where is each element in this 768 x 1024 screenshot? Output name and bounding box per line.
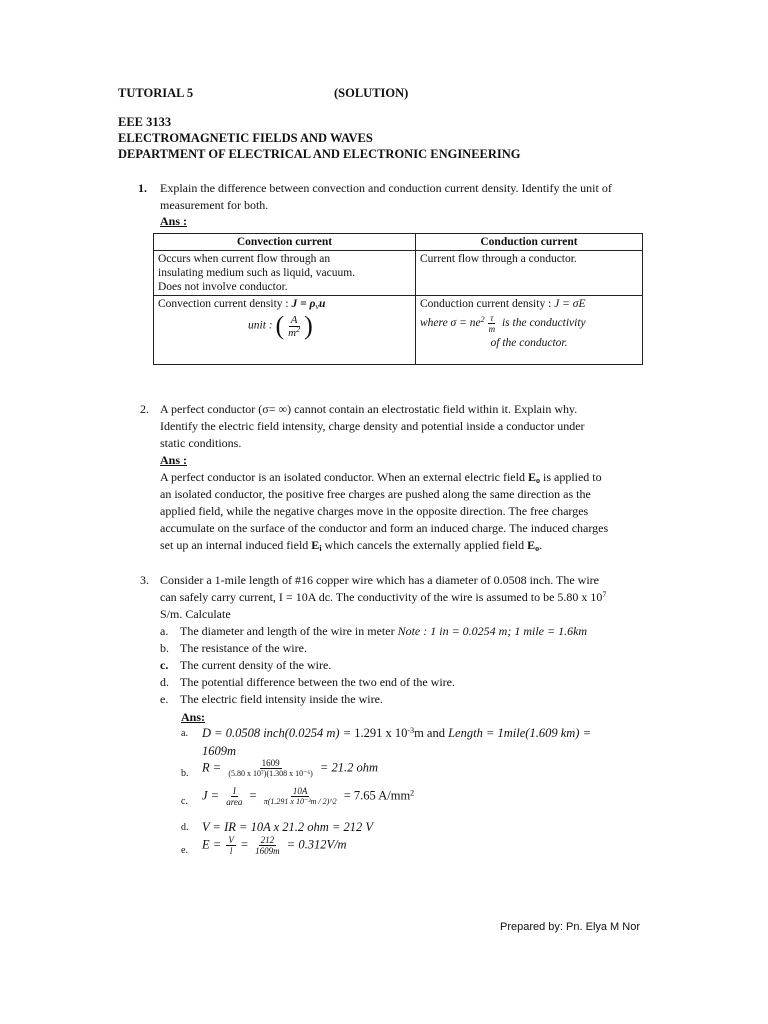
q1-number: 1. [138, 181, 147, 195]
answer-text: 1.291 x 10 [354, 726, 408, 740]
cell-text: insulating medium such as liquid, vacuum. [158, 267, 356, 279]
text: which cancels the externally applied field [324, 538, 525, 552]
tutorial-title: TUTORIAL 5 [118, 86, 194, 100]
answer-text: = [240, 837, 249, 852]
item-text: The resistance of the wire. [180, 641, 307, 655]
col-header-conduction: Conduction current [416, 234, 643, 251]
q1-answer-table [153, 233, 643, 365]
field-symbol: E [311, 538, 320, 552]
cell-convection-density [154, 296, 416, 365]
q2-line2: Identify the electric field intensity, charge density and potential inside a conductor under [160, 419, 585, 433]
table-row [154, 251, 643, 296]
numerator: 10A [292, 786, 308, 796]
course-code: EEE 3133 [118, 115, 172, 129]
tau-over-m [487, 313, 498, 334]
q2-ans-line5 [160, 537, 660, 554]
answer-d-label: d. [181, 822, 189, 833]
item-text: The current density of the wire. [180, 658, 332, 672]
conductivity-rest: is the conductivity [501, 317, 586, 330]
answer-e-label: e. [181, 845, 188, 856]
cell-conduction-desc: Current flow through a conductor. [416, 251, 643, 296]
answer-text: = 0.312V/m [286, 837, 347, 852]
paren-close: ) [304, 311, 313, 340]
convection-density-line [158, 297, 411, 311]
cell-convection-desc [154, 251, 416, 296]
answer-b [202, 758, 378, 779]
answer-text: R = [202, 760, 222, 775]
paren-open: ( [275, 311, 285, 340]
fraction [226, 758, 314, 779]
course-name: ELECTROMAGNETIC FIELDS AND WAVES [118, 131, 373, 145]
field-subscript: o [535, 544, 540, 553]
fraction [224, 786, 244, 807]
q1-line2: measurement for both. [160, 198, 269, 212]
field-symbol: E [527, 538, 536, 552]
item-text: The diameter and length of the wire in meter [180, 624, 395, 638]
unit-numerator: A [290, 313, 298, 326]
col-header-convection: Convection current [154, 234, 416, 251]
conductivity-where: where σ = ne [420, 317, 481, 330]
item-label: b. [160, 641, 169, 655]
denominator: l [229, 846, 233, 856]
list-item [160, 640, 680, 657]
answer-e [202, 835, 347, 856]
q3-items [160, 623, 680, 708]
q2-ans-line1 [160, 469, 660, 486]
list-item [160, 657, 680, 674]
fraction [253, 835, 282, 856]
list-item [160, 623, 680, 640]
list-item [160, 691, 680, 708]
prepared-by: Prepared by: Pn. Elya M Nor [500, 921, 641, 933]
numerator: 212 [260, 835, 275, 845]
q2-ans-line2: an isolated conductor, the positive free charges are pushed along the same direction as the [160, 487, 591, 501]
unit-den-exp: 2 [296, 324, 301, 334]
q3-line1: Consider a 1-mile length of #16 copper wire which has a diameter of 0.0508 inch. The wire [160, 573, 599, 587]
answer-a-line2: 1609m [202, 744, 237, 758]
denominator: 1609m [255, 846, 280, 856]
numerator: 1609 [261, 758, 280, 768]
q3-block [160, 572, 670, 623]
conductivity-line [420, 313, 638, 334]
q2-line1: A perfect conductor (σ= ∞) cannot contain an electrostatic field within it. Explain why. [160, 402, 578, 416]
field-subscript: o [535, 476, 540, 485]
answer-text: = 7.65 A/mm [343, 788, 411, 803]
cell-text: Does not involve conductor. [158, 281, 288, 293]
item-text: The potential difference between the two end of the wire. [180, 675, 455, 689]
item-text: The electric field intensity inside the wire. [180, 692, 383, 706]
unit-label: unit : [248, 319, 273, 332]
cell-text: Occurs when current flow through an [158, 253, 331, 265]
answer-text: = [249, 788, 257, 803]
fraction [262, 786, 339, 807]
exponent: -3 [407, 726, 415, 735]
cell-conduction-density [416, 296, 643, 365]
department-name: DEPARTMENT OF ELECTRICAL AND ELECTRONIC ENGINEERING [118, 147, 521, 161]
conductivity-last: of the conductor. [490, 337, 568, 349]
field-subscript: i [319, 544, 322, 553]
list-item [160, 674, 680, 691]
denominator: π(1.291 x 10⁻³m / 2)^2 [263, 797, 337, 806]
text: A perfect conductor is an isolated conductor. When an external electric field [160, 470, 525, 484]
q3-line3: S/m. Calculate [160, 607, 231, 621]
q2-ans-line4: accumulate on the surface of the conductor and form an induced charge. The induced charges [160, 521, 609, 535]
mass: m [488, 324, 496, 334]
conduction-density-line [420, 297, 638, 311]
convection-formula: J = ρ [291, 298, 316, 310]
q2-line3: static conditions. [160, 436, 242, 450]
item-note: Note : 1 in = 0.0254 m; 1 mile = 1.6km [397, 624, 588, 638]
table-header-row [154, 234, 643, 251]
unit-line [158, 313, 411, 339]
q1-ans-label: Ans : [160, 214, 188, 228]
numerator: V [228, 835, 234, 845]
unit-den-base: m [288, 326, 297, 339]
q2-ans-line3: applied field, while the negative charges move in the opposite direction. The free charges [160, 504, 589, 518]
text: set up an internal induced field [160, 538, 309, 552]
answer-c [202, 786, 414, 807]
unit-fraction [286, 314, 302, 339]
exponent: 2 [410, 788, 415, 798]
q1-question [160, 180, 660, 229]
formula-u: u [319, 298, 326, 310]
q3-ans-label: Ans: [181, 710, 206, 724]
answer-text: Length = 1mile(1.609 km) = [448, 726, 591, 740]
answer-c-label: c. [181, 796, 188, 807]
item-label: a. [160, 624, 169, 638]
q2-block [160, 401, 660, 554]
answer-a-label: a. [181, 728, 188, 739]
numerator: I [232, 786, 236, 796]
table-row [154, 296, 643, 365]
q2-ans-label: Ans : [160, 453, 188, 467]
answer-a [202, 726, 591, 741]
formula-subscript: v [315, 302, 320, 311]
answer-text: E = [202, 837, 222, 852]
answer-text: J = [202, 788, 220, 803]
denominator: area [226, 797, 243, 807]
answer-text: D = 0.0508 inch(0.0254 m) = [202, 726, 355, 740]
exponent: 7 [602, 590, 607, 599]
item-label: e. [160, 692, 169, 706]
text: is applied to [542, 470, 602, 484]
field-symbol: E [527, 470, 536, 484]
q3-number: 3. [140, 573, 149, 587]
answer-d: V = IR = 10A x 21.2 ohm = 212 V [202, 820, 374, 834]
conductivity-exp: 2 [480, 315, 485, 325]
item-label: c. [160, 658, 169, 672]
solution-label: (SOLUTION) [334, 86, 409, 100]
answer-b-label: b. [181, 768, 189, 779]
denominator: (5.80 x 10⁷)(1.308 x 10⁻⁶) [228, 769, 313, 778]
q1-line1: Explain the difference between convection and conduction current density. Identify the unit of [160, 181, 612, 195]
fraction [226, 835, 236, 856]
convection-density-label: Convection current density : [158, 298, 289, 310]
answer-text: = 21.2 ohm [319, 760, 379, 775]
conduction-density-label: Conduction current density : [420, 298, 552, 310]
tau: τ [490, 313, 494, 323]
q2-number: 2. [140, 402, 149, 416]
text: . [539, 538, 543, 552]
q3-line2 [160, 589, 670, 606]
conduction-formula: J = σE [554, 298, 586, 310]
item-label: d. [160, 675, 169, 689]
unit-denominator [286, 324, 302, 339]
answer-text: m and [414, 726, 449, 740]
text: can safely carry current, I = 10A dc. The conductivity of the wire is assumed to be 5.80 x 10 [160, 590, 603, 604]
